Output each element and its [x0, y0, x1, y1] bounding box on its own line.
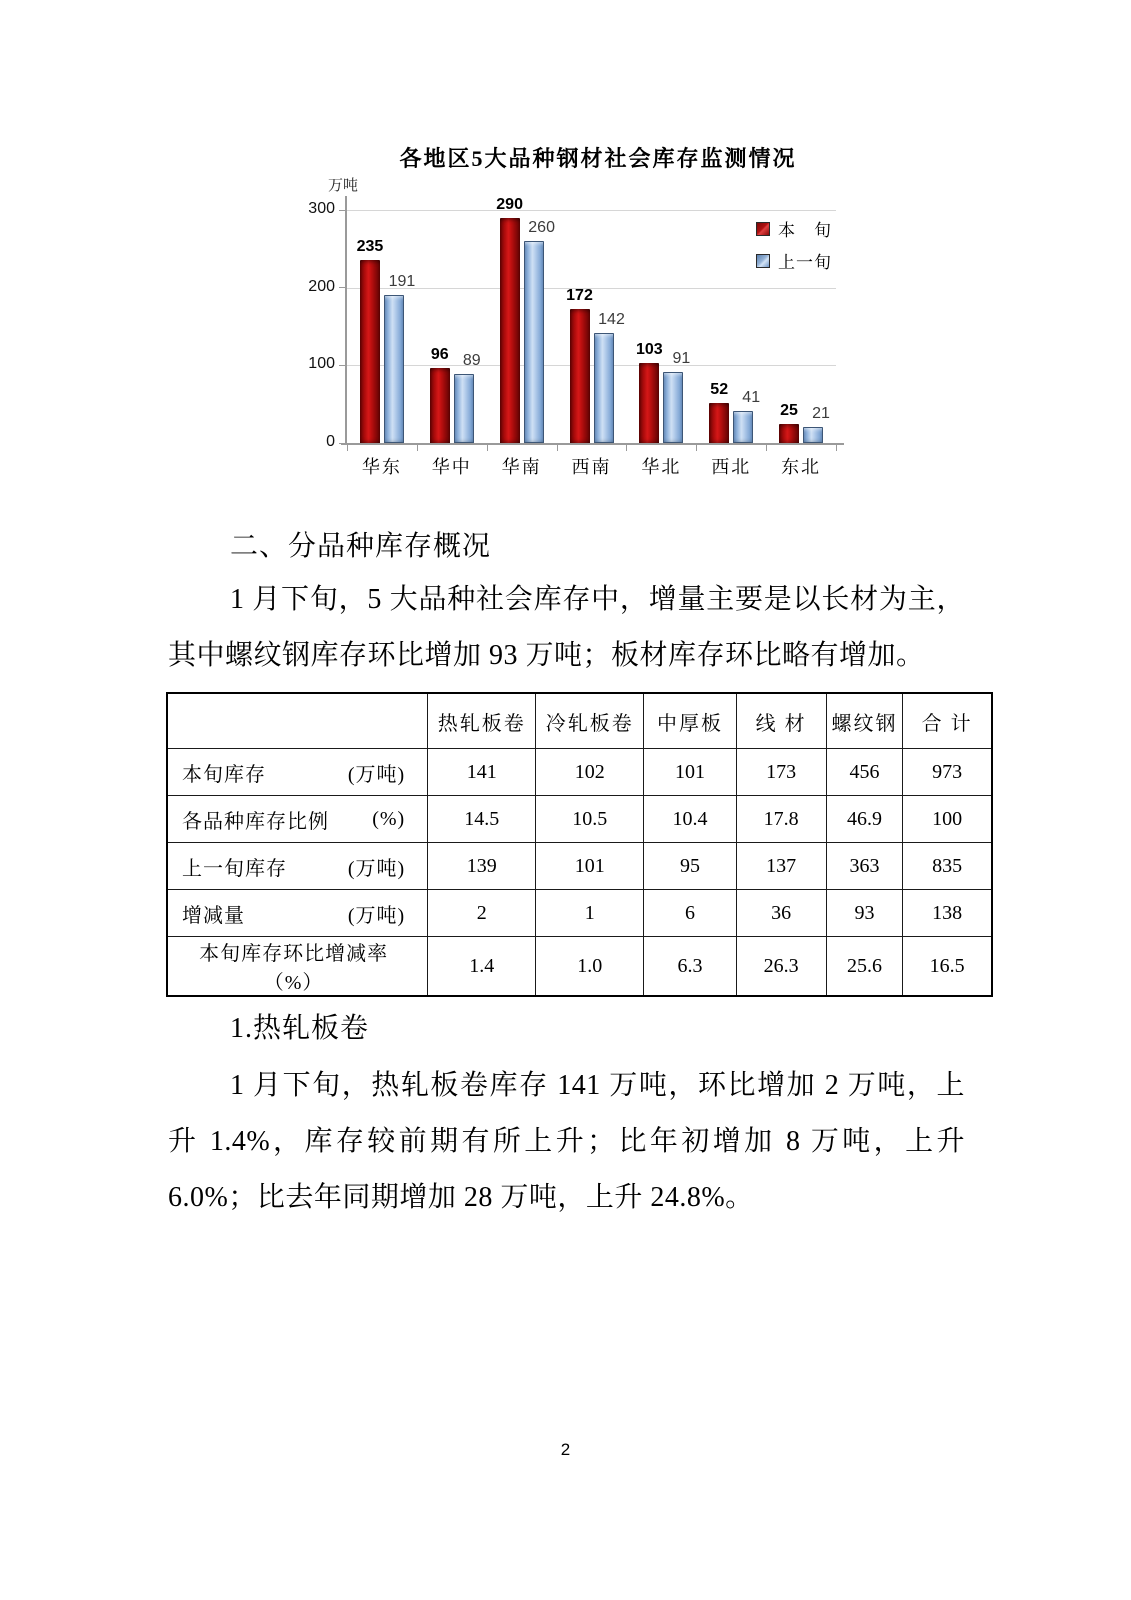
- table-cell-value: 10.5: [536, 796, 644, 843]
- table-cell-value: 17.8: [736, 796, 826, 843]
- bar-current: [639, 363, 659, 443]
- page-number: 2: [560, 1440, 571, 1459]
- chart-plot-area: [308, 196, 836, 477]
- table-cell-value: 25.6: [826, 937, 903, 997]
- category-label: 华中: [431, 457, 472, 477]
- legend-swatch-current-period: [756, 222, 770, 236]
- gridline: [347, 210, 836, 211]
- chart-legend: [756, 216, 832, 280]
- table-header-cell: 螺纹钢: [826, 693, 903, 749]
- row-label-text: 增减量: [182, 904, 245, 927]
- chart-y-unit-label: 万吨: [328, 178, 359, 194]
- section-heading: 二、分品种库存概况: [230, 531, 492, 562]
- category-label: 西南: [571, 457, 612, 477]
- table-header-cell: 中厚板: [644, 693, 736, 749]
- row-unit: (万吨): [347, 904, 406, 927]
- table-cell-value: 46.9: [826, 796, 903, 843]
- table-cell-value: 139: [428, 843, 536, 890]
- table-cell-value: 2: [428, 890, 536, 937]
- table-row: [167, 937, 992, 997]
- bar-current: [570, 309, 590, 443]
- row-label-cell: [167, 890, 428, 937]
- table-header-row: [167, 693, 992, 749]
- table-cell-value: 456: [826, 749, 903, 796]
- table-cell-value: 95: [644, 843, 736, 890]
- y-axis-label: 100: [308, 355, 335, 373]
- bar-previous: [733, 411, 753, 443]
- row-label: [168, 758, 427, 787]
- table-cell-value: 973: [903, 749, 992, 796]
- subsection-paragraph: 1 月下旬，热轧板卷库存 141 万吨，环比增加 2 万吨，上升 1.4%，库存较前期有所上升；比年初增加 8 万吨，上升 6.0%；比去年同期增加 28 万吨，上升 24.8%。: [168, 1070, 965, 1213]
- row-label-cell: [167, 843, 428, 890]
- table-cell-value: 36: [736, 890, 826, 937]
- x-axis-tick: [417, 443, 418, 451]
- table-row: [167, 890, 992, 937]
- bar-value-label: 25: [780, 402, 798, 419]
- chart-title: 各地区5大品种钢材社会库存监测情况: [399, 146, 797, 171]
- category-label: 东北: [781, 457, 822, 477]
- y-axis-label: 300: [308, 200, 335, 217]
- category-label: 华东: [361, 457, 402, 477]
- table-cell-value: 835: [903, 843, 992, 890]
- bar-value-label: 172: [566, 287, 593, 304]
- x-axis-tick: [626, 443, 627, 451]
- table-cell-value: 101: [536, 843, 644, 890]
- y-axis-tick: [339, 365, 345, 366]
- x-axis-tick: [347, 443, 348, 451]
- bar-current: [709, 403, 729, 443]
- table-cell-value: 14.5: [428, 796, 536, 843]
- legend-label-current-period: 本 旬: [778, 221, 832, 240]
- row-label-cell: [167, 937, 428, 997]
- bar-value-label: 91: [672, 350, 691, 367]
- row-unit: (万吨): [347, 763, 406, 786]
- category-label: 华北: [641, 457, 682, 477]
- bar-current: [500, 218, 520, 443]
- table-header: [167, 693, 992, 749]
- y-axis-label: 200: [308, 277, 335, 295]
- y-axis: [345, 196, 347, 445]
- y-axis-tick: [339, 210, 345, 211]
- row-label-cell: [167, 796, 428, 843]
- y-axis-label: 0: [326, 433, 335, 450]
- row-label-text: 上一旬库存: [182, 857, 287, 880]
- inventory-bar-chart: [308, 140, 878, 485]
- row-label: [168, 852, 427, 881]
- x-axis-tick: [696, 443, 697, 451]
- table-row: [167, 749, 992, 796]
- bar-value-label: 21: [812, 405, 830, 422]
- table-body: [167, 749, 992, 997]
- table-cell-value: 363: [826, 843, 903, 890]
- section-paragraph: 1 月下旬，5 大品种社会库存中，增量主要是以长材为主，其中螺纹钢库存环比增加 93 万吨；板材库存环比略有增加。: [168, 584, 965, 671]
- row-unit: (%): [372, 807, 406, 830]
- table-cell-value: 100: [903, 796, 992, 843]
- legend-swatch-previous-period: [756, 254, 770, 268]
- row-label-text: 各品种库存比例: [182, 810, 329, 833]
- subsection-heading: 1.热轧板卷: [230, 1013, 370, 1044]
- bar-current: [779, 424, 799, 443]
- bar-value-label: 41: [742, 389, 761, 406]
- category-label: 西北: [711, 457, 752, 477]
- bar-value-label: 191: [388, 273, 416, 290]
- row-label: [168, 899, 427, 928]
- table-cell-value: 16.5: [903, 937, 992, 997]
- bar-value-label: 235: [356, 238, 384, 255]
- table-cell-value: 141: [428, 749, 536, 796]
- x-axis-tick: [766, 443, 767, 451]
- category-label: 华南: [501, 457, 542, 477]
- x-axis-tick: [487, 443, 488, 451]
- row-label: [168, 937, 427, 995]
- bar-previous: [594, 333, 614, 443]
- bar-value-label: 52: [710, 381, 729, 398]
- bar-previous: [384, 295, 404, 443]
- table-cell-value: 26.3: [736, 937, 826, 997]
- table-header-cell: 线 材: [736, 693, 826, 749]
- table-cell-value: 102: [536, 749, 644, 796]
- table-cell-value: 1.4: [428, 937, 536, 997]
- y-axis-tick: [339, 443, 345, 444]
- bar-current: [430, 368, 450, 443]
- bar-value-label: 96: [430, 346, 449, 363]
- bar-value-label: 103: [635, 341, 663, 358]
- bar-previous: [454, 374, 474, 443]
- x-axis-tick: [836, 443, 837, 451]
- table-cell-value: 1.0: [536, 937, 644, 997]
- table-header-cell: 合 计: [903, 693, 992, 749]
- bar-previous: [663, 372, 683, 443]
- table-row: [167, 796, 992, 843]
- bar-value-label: 142: [598, 311, 625, 328]
- table-header-cell: [167, 693, 428, 749]
- table-row: [167, 843, 992, 890]
- table-cell-value: 93: [826, 890, 903, 937]
- gridline: [347, 365, 836, 366]
- table-cell-value: 173: [736, 749, 826, 796]
- table-cell-value: 6: [644, 890, 736, 937]
- bar-value-label: 89: [462, 352, 481, 369]
- bar-previous: [524, 241, 544, 443]
- bar-value-label: 290: [496, 196, 523, 213]
- legend-item-current: [756, 216, 832, 241]
- bar-value-label: 260: [528, 219, 555, 236]
- table-cell-value: 138: [903, 890, 992, 937]
- row-label-cell: [167, 749, 428, 796]
- x-axis-tick: [557, 443, 558, 451]
- row-label-text: 本旬库存: [182, 763, 266, 786]
- legend-item-previous: [756, 248, 832, 273]
- table-cell-value: 1: [536, 890, 644, 937]
- table-header-cell: 热轧板卷: [428, 693, 536, 749]
- table-header-cell: 冷轧板卷: [536, 693, 644, 749]
- inventory-table: [166, 692, 993, 997]
- table-cell-value: 10.4: [644, 796, 736, 843]
- y-axis-tick: [339, 287, 345, 288]
- bar-current: [360, 260, 380, 443]
- row-label-text: 本旬库存环比增减率（%）: [199, 943, 389, 994]
- table-cell-value: 6.3: [644, 937, 736, 997]
- legend-label-previous-period: 上一旬: [778, 253, 832, 272]
- bar-previous: [803, 427, 823, 443]
- table-cell-value: 137: [736, 843, 826, 890]
- row-unit: (万吨): [347, 857, 406, 880]
- row-label: [168, 805, 427, 834]
- table-cell-value: 101: [644, 749, 736, 796]
